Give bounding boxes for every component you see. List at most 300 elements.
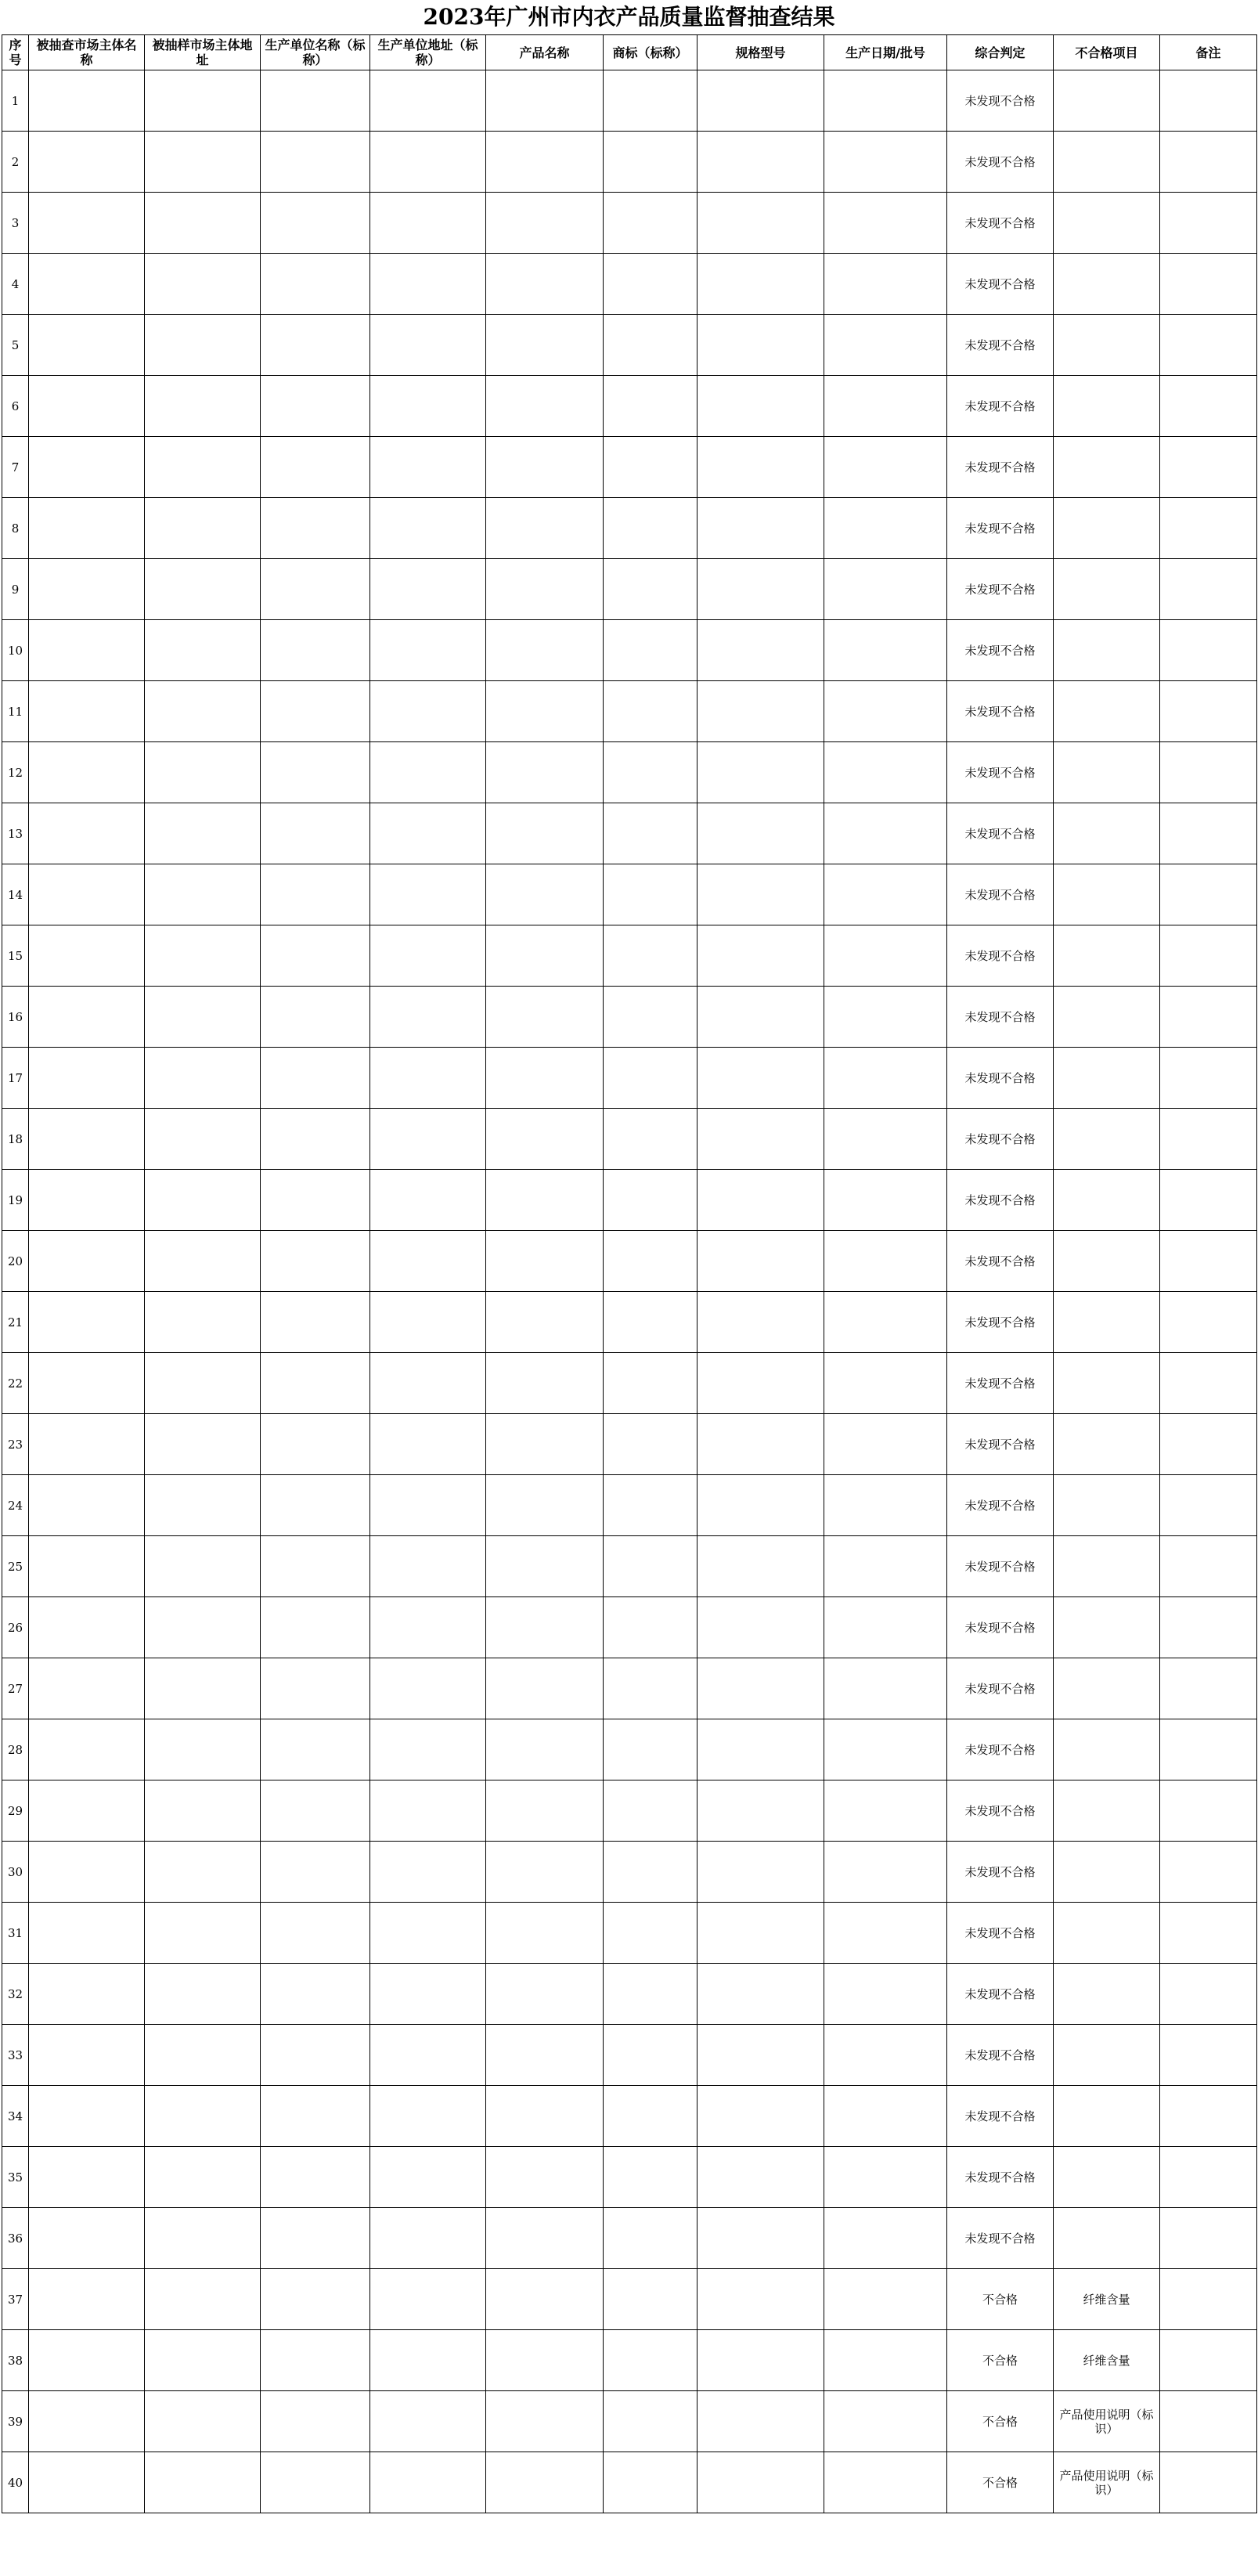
table-cell (261, 193, 370, 254)
table-cell (1160, 2330, 1257, 2391)
table-cell (1054, 1170, 1160, 1231)
table-cell (261, 2147, 370, 2208)
table-cell (145, 2208, 261, 2269)
table-cell: 未发现不合格 (947, 1597, 1054, 1658)
table-cell (145, 1475, 261, 1536)
table-cell (486, 987, 604, 1048)
table-cell (29, 1903, 145, 1964)
table-cell: 32 (2, 1964, 29, 2025)
header-row (2, 35, 1257, 70)
table-cell (486, 1780, 604, 1842)
table-cell (261, 803, 370, 864)
table-cell (370, 925, 486, 987)
table-cell: 34 (2, 2086, 29, 2147)
table-cell (1160, 620, 1257, 681)
table-cell (1160, 437, 1257, 498)
table-cell: 31 (2, 1903, 29, 1964)
table-row (2, 803, 1257, 864)
table-cell (261, 1170, 370, 1231)
table-cell (1054, 864, 1160, 925)
column-header: 序号 (2, 35, 29, 70)
table-cell (261, 1536, 370, 1597)
table-cell (604, 2391, 697, 2452)
table-row (2, 2330, 1257, 2391)
table-cell: 不合格 (947, 2330, 1054, 2391)
table-cell (261, 2025, 370, 2086)
table-cell (486, 1597, 604, 1658)
table-cell (145, 2391, 261, 2452)
table-cell (824, 2391, 947, 2452)
table-cell (145, 620, 261, 681)
table-cell: 40 (2, 2452, 29, 2513)
table-cell (261, 681, 370, 742)
table-cell (697, 987, 824, 1048)
table-cell (145, 2269, 261, 2330)
table-cell (29, 437, 145, 498)
table-cell: 7 (2, 437, 29, 498)
table-row (2, 2452, 1257, 2513)
table-cell (370, 1597, 486, 1658)
table-cell (29, 193, 145, 254)
table-cell (370, 1414, 486, 1475)
table-cell (370, 803, 486, 864)
table-cell (604, 2208, 697, 2269)
table-cell (604, 315, 697, 376)
table-cell (370, 376, 486, 437)
table-cell: 未发现不合格 (947, 1475, 1054, 1536)
table-cell (697, 2147, 824, 2208)
table-cell (697, 1475, 824, 1536)
table-row (2, 620, 1257, 681)
table-cell (1054, 1292, 1160, 1353)
table-cell (1160, 1475, 1257, 1536)
table-cell (261, 1780, 370, 1842)
table-cell: 28 (2, 1719, 29, 1780)
table-cell (29, 681, 145, 742)
table-cell (604, 254, 697, 315)
table-cell: 未发现不合格 (947, 1109, 1054, 1170)
table-cell (486, 559, 604, 620)
table-cell: 14 (2, 864, 29, 925)
table-cell (697, 70, 824, 132)
table-cell (370, 1475, 486, 1536)
table-row (2, 1536, 1257, 1597)
table-cell (697, 1597, 824, 1658)
table-cell (370, 2086, 486, 2147)
table-cell: 未发现不合格 (947, 803, 1054, 864)
table-cell (824, 2025, 947, 2086)
table-cell (1054, 1903, 1160, 1964)
table-cell: 未发现不合格 (947, 1842, 1054, 1903)
table-cell (370, 2452, 486, 2513)
table-cell (486, 681, 604, 742)
table-cell (604, 193, 697, 254)
table-cell: 不合格 (947, 2452, 1054, 2513)
column-header: 综合判定 (947, 35, 1054, 70)
table-cell (697, 2025, 824, 2086)
table-cell (1054, 1231, 1160, 1292)
table-cell (604, 132, 697, 193)
table-cell (370, 2391, 486, 2452)
table-cell (145, 1658, 261, 1719)
table-cell: 8 (2, 498, 29, 559)
table-cell (604, 376, 697, 437)
table-cell (697, 620, 824, 681)
table-cell (261, 864, 370, 925)
table-cell (261, 1719, 370, 1780)
table-cell (29, 2025, 145, 2086)
table-cell (1160, 1842, 1257, 1903)
table-cell (370, 2208, 486, 2269)
table-cell (604, 1842, 697, 1903)
table-cell (1054, 1048, 1160, 1109)
table-cell (486, 2269, 604, 2330)
table-cell (29, 1475, 145, 1536)
table-cell: 21 (2, 1292, 29, 1353)
table-row (2, 1842, 1257, 1903)
table-cell (370, 1353, 486, 1414)
table-cell (697, 132, 824, 193)
table-cell (604, 2452, 697, 2513)
table-cell (29, 1048, 145, 1109)
table-cell (370, 132, 486, 193)
table-cell (697, 2330, 824, 2391)
table-cell (604, 1903, 697, 1964)
column-header: 不合格项目 (1054, 35, 1160, 70)
table-cell (697, 1048, 824, 1109)
table-cell (486, 498, 604, 559)
table-cell (1160, 132, 1257, 193)
table-cell (486, 1353, 604, 1414)
table-cell (1054, 70, 1160, 132)
table-cell (486, 193, 604, 254)
table-cell (604, 1597, 697, 1658)
table-row (2, 376, 1257, 437)
table-cell (1054, 1109, 1160, 1170)
table-cell (29, 2208, 145, 2269)
table-cell (145, 132, 261, 193)
table-cell (824, 1048, 947, 1109)
table-cell: 未发现不合格 (947, 559, 1054, 620)
table-cell (486, 376, 604, 437)
table-cell (1160, 1780, 1257, 1842)
table-cell: 27 (2, 1658, 29, 1719)
table-cell (697, 193, 824, 254)
table-cell (145, 1719, 261, 1780)
table-cell (1160, 2086, 1257, 2147)
table-cell: 19 (2, 1170, 29, 1231)
page-title: 2023年广州市内衣产品质量监督抽查结果 (423, 4, 835, 30)
table-cell (370, 193, 486, 254)
table-row (2, 2391, 1257, 2452)
table-cell: 未发现不合格 (947, 1292, 1054, 1353)
table-cell (824, 2330, 947, 2391)
table-cell (1160, 1353, 1257, 1414)
table-cell: 未发现不合格 (947, 620, 1054, 681)
table-cell: 未发现不合格 (947, 1780, 1054, 1842)
table-cell (145, 254, 261, 315)
table-cell (370, 2330, 486, 2391)
table-cell (1054, 681, 1160, 742)
table-cell (1160, 254, 1257, 315)
table-cell: 未发现不合格 (947, 1231, 1054, 1292)
table-row (2, 193, 1257, 254)
table-cell (145, 987, 261, 1048)
table-cell: 10 (2, 620, 29, 681)
table-cell (824, 498, 947, 559)
table-cell (1160, 2147, 1257, 2208)
table-cell: 未发现不合格 (947, 1170, 1054, 1231)
table-cell (145, 803, 261, 864)
table-cell (370, 620, 486, 681)
table-cell: 29 (2, 1780, 29, 1842)
table-cell (824, 803, 947, 864)
table-cell (824, 1109, 947, 1170)
table-cell (824, 742, 947, 803)
table-cell (697, 376, 824, 437)
table-row (2, 1475, 1257, 1536)
table-cell (1054, 193, 1160, 254)
table-cell (1054, 1536, 1160, 1597)
table-cell (697, 2391, 824, 2452)
column-header: 生产日期/批号 (824, 35, 947, 70)
table-cell (824, 681, 947, 742)
table-cell (261, 2452, 370, 2513)
table-cell (697, 1903, 824, 1964)
table-cell (1160, 1109, 1257, 1170)
table-row (2, 2025, 1257, 2086)
table-cell: 纤维含量 (1054, 2269, 1160, 2330)
table-cell (824, 1231, 947, 1292)
table-cell (604, 2086, 697, 2147)
table-cell (604, 1964, 697, 2025)
table-cell: 未发现不合格 (947, 2147, 1054, 2208)
table-cell (486, 2330, 604, 2391)
table-cell (1160, 1658, 1257, 1719)
table-cell: 纤维含量 (1054, 2330, 1160, 2391)
table-cell (824, 1658, 947, 1719)
table-cell (29, 2330, 145, 2391)
table-cell: 未发现不合格 (947, 1903, 1054, 1964)
table-cell: 33 (2, 2025, 29, 2086)
table-cell (604, 925, 697, 987)
table-cell (486, 620, 604, 681)
table-cell (604, 1536, 697, 1597)
table-cell: 2 (2, 132, 29, 193)
table-cell (29, 376, 145, 437)
column-header: 生产单位名称（标称） (261, 35, 370, 70)
table-cell (261, 1353, 370, 1414)
table-cell (697, 2269, 824, 2330)
table-cell: 18 (2, 1109, 29, 1170)
table-cell: 9 (2, 559, 29, 620)
table-cell (697, 1536, 824, 1597)
table-cell (824, 1170, 947, 1231)
table-cell (1054, 1353, 1160, 1414)
table-cell (1054, 132, 1160, 193)
table-cell (604, 1170, 697, 1231)
table-cell (486, 925, 604, 987)
table-cell (1160, 2391, 1257, 2452)
table-cell (1054, 1597, 1160, 1658)
table-cell (486, 1475, 604, 1536)
table-cell (145, 1109, 261, 1170)
table-cell (1160, 1964, 1257, 2025)
table-cell (261, 70, 370, 132)
table-cell (824, 1414, 947, 1475)
table-cell (261, 2086, 370, 2147)
table-cell (29, 1780, 145, 1842)
table-cell (1160, 2452, 1257, 2513)
table-cell (486, 1903, 604, 1964)
table-cell (145, 1170, 261, 1231)
table-cell: 未发现不合格 (947, 2025, 1054, 2086)
table-row (2, 1780, 1257, 1842)
column-header: 产品名称 (486, 35, 604, 70)
table-cell (370, 254, 486, 315)
table-cell (1054, 498, 1160, 559)
table-cell (370, 1780, 486, 1842)
table-cell: 16 (2, 987, 29, 1048)
table-row (2, 1903, 1257, 1964)
table-row (2, 1719, 1257, 1780)
table-cell (1160, 1292, 1257, 1353)
table-cell (145, 925, 261, 987)
table-cell (29, 1292, 145, 1353)
table-cell (370, 1964, 486, 2025)
table-cell (261, 987, 370, 1048)
table-cell (261, 254, 370, 315)
table-cell (1054, 1719, 1160, 1780)
table-cell (697, 1353, 824, 1414)
table-cell (29, 132, 145, 193)
table-cell (1054, 2025, 1160, 2086)
table-row (2, 987, 1257, 1048)
table-cell (824, 315, 947, 376)
table-cell (1054, 2086, 1160, 2147)
table-cell (29, 987, 145, 1048)
table-cell (145, 1597, 261, 1658)
table-cell: 35 (2, 2147, 29, 2208)
table-cell (486, 1719, 604, 1780)
table-cell: 产品使用说明（标识） (1054, 2452, 1160, 2513)
table-cell (486, 1414, 604, 1475)
table-cell (145, 2330, 261, 2391)
table-cell (486, 1231, 604, 1292)
table-cell (1160, 70, 1257, 132)
table-cell: 未发现不合格 (947, 1536, 1054, 1597)
table-cell (1054, 254, 1160, 315)
table-cell (697, 1780, 824, 1842)
table-cell (261, 1231, 370, 1292)
table-cell (824, 1597, 947, 1658)
table-cell: 未发现不合格 (947, 925, 1054, 987)
table-cell (370, 437, 486, 498)
table-cell: 4 (2, 254, 29, 315)
table-cell: 未发现不合格 (947, 742, 1054, 803)
table-cell (604, 803, 697, 864)
table-cell (697, 2086, 824, 2147)
table-cell (261, 620, 370, 681)
table-cell (486, 1292, 604, 1353)
table-cell (486, 132, 604, 193)
column-header: 商标（标称） (604, 35, 697, 70)
table-row (2, 437, 1257, 498)
column-header: 被抽查市场主体名称 (29, 35, 145, 70)
table-cell (261, 1597, 370, 1658)
table-cell (486, 2147, 604, 2208)
table-cell (1054, 2147, 1160, 2208)
table-row (2, 2086, 1257, 2147)
table-cell: 未发现不合格 (947, 376, 1054, 437)
table-cell: 17 (2, 1048, 29, 1109)
table-row (2, 1964, 1257, 2025)
table-cell (1160, 1719, 1257, 1780)
table-cell: 未发现不合格 (947, 315, 1054, 376)
table-cell (697, 1170, 824, 1231)
table-cell: 不合格 (947, 2391, 1054, 2452)
table-cell (824, 1780, 947, 1842)
table-cell: 未发现不合格 (947, 1414, 1054, 1475)
table-cell: 22 (2, 1353, 29, 1414)
table-cell (29, 2147, 145, 2208)
table-cell (697, 925, 824, 987)
table-cell (1160, 1414, 1257, 1475)
table-cell: 未发现不合格 (947, 2208, 1054, 2269)
table-cell (261, 376, 370, 437)
table-cell (604, 437, 697, 498)
table-cell (370, 559, 486, 620)
table-cell (604, 1658, 697, 1719)
table-cell (824, 70, 947, 132)
table-cell: 未发现不合格 (947, 254, 1054, 315)
table-cell (145, 1048, 261, 1109)
table-cell (697, 681, 824, 742)
table-cell: 未发现不合格 (947, 193, 1054, 254)
table-cell (145, 2147, 261, 2208)
table-cell (1054, 1414, 1160, 1475)
table-cell (604, 498, 697, 559)
table-cell (697, 437, 824, 498)
table-cell (29, 1964, 145, 2025)
table-cell (486, 254, 604, 315)
table-row (2, 1597, 1257, 1658)
table-cell (697, 1414, 824, 1475)
table-cell (824, 559, 947, 620)
table-cell (824, 1842, 947, 1903)
table-cell (145, 315, 261, 376)
table-cell (29, 1353, 145, 1414)
table-cell (604, 1719, 697, 1780)
table-cell (824, 1964, 947, 2025)
table-cell (1054, 1842, 1160, 1903)
table-cell (145, 70, 261, 132)
table-cell (1054, 1780, 1160, 1842)
table-cell: 未发现不合格 (947, 864, 1054, 925)
table-cell: 30 (2, 1842, 29, 1903)
table-cell (824, 864, 947, 925)
table-row (2, 1292, 1257, 1353)
table-cell (145, 376, 261, 437)
table-cell (1160, 803, 1257, 864)
table-cell (370, 1231, 486, 1292)
table-cell: 24 (2, 1475, 29, 1536)
table-cell (145, 498, 261, 559)
table-cell (1054, 925, 1160, 987)
table-row (2, 1414, 1257, 1475)
table-cell: 未发现不合格 (947, 1964, 1054, 2025)
table-cell (370, 1658, 486, 1719)
